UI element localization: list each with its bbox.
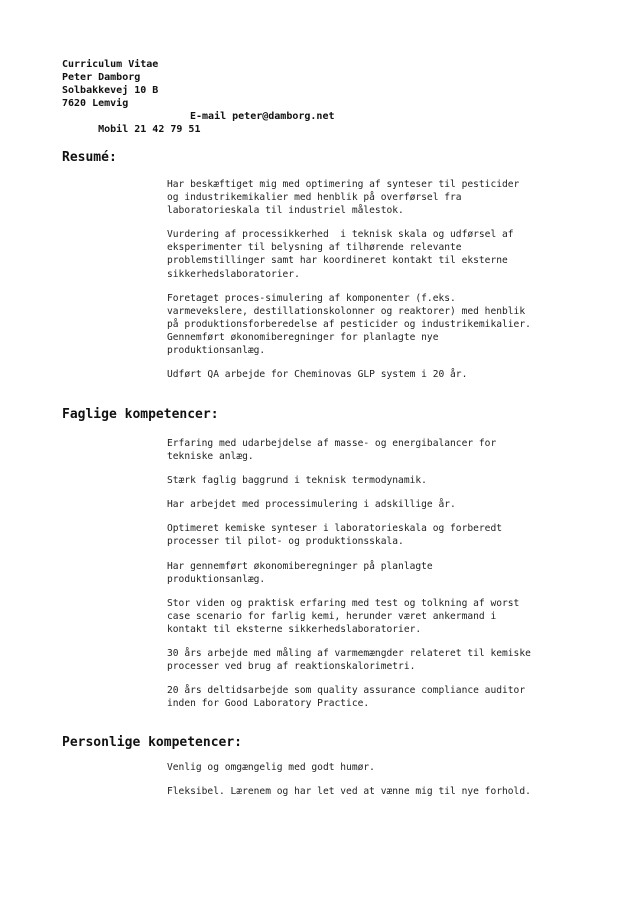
faglige-paragraph: Stærk faglig baggrund i teknisk termodynamik. [167,475,427,487]
section-title-personlige: Personlige kompetencer: [62,735,243,750]
personlige-paragraph: Venlig og omgængelig med godt humør. [167,762,375,773]
street-address: Solbakkevej 10 B [62,85,159,96]
resume-paragraph: Vurdering af processikkerhed i teknisk skala og udførsel af eksperimenter til belysning af tilhørende relevante problemstillinger samt har koordineret kontakt til eksterne sikkerhedslaboratorier. [167,229,514,280]
section-title-resume: Resumé: [62,150,117,165]
email-address: E-mail peter@damborg.net [190,111,335,122]
contact-header [62,58,335,162]
faglige-paragraph: Stor viden og praktisk erfaring med test og tolkning af worst case scenario for farlig kemi, herunder været ankermand i kontakt til eksterne sikkerhedslaboratorier. [167,597,520,635]
resume-paragraph: Udført QA arbejde for Cheminovas GLP system i 20 år. [167,369,468,381]
faglige-paragraph: Har arbejdet med processimulering i adskillige år. [167,499,456,511]
section-personlige [167,761,587,809]
city-address: 7620 Lemvig [62,98,129,109]
faglige-paragraph: Optimeret kemiske synteser i laboratorieskala og forberedt processer til pilot- og produktionsskala. [167,523,503,548]
faglige-paragraph: 20 års deltidsarbejde som quality assurance compliance auditor inden for Good Laboratory Practice. [167,685,526,710]
phone-number: Mobil 21 42 79 51 [98,124,201,135]
section-faglige [167,437,587,721]
faglige-paragraph: Har gennemført økonomiberegninger på planlagte produktionsanlæg. [167,560,433,585]
person-name: Peter Damborg [62,72,141,83]
faglige-paragraph: 30 års arbejde med måling af varmemængder relateret til kemiske processer ved brug af reaktionskalorimetri. [167,648,531,673]
document-title: Curriculum Vitae [62,59,159,70]
resume-paragraph: Har beskæftiget mig med optimering af synteser til pesticider og industrikemikalier med henblik på overførsel fra laboratorieskala til industriel målestok. [167,179,520,217]
section-title-faglige: Faglige kompetencer: [62,407,219,422]
personlige-paragraph: Fleksibel. Lærenem og har let ved at vænne mig til nye forhold. [167,786,531,798]
resume-paragraph: Foretaget proces-simulering af komponenter (f.eks. varmevekslere, destillationskolonner og reaktorer) med henblik på produktionsforberedelse af pesticider og industrikemikalier. Gennemført økonomiberegninger for planlagte nye produktionsanlæg. [167,292,531,357]
section-resume [167,178,587,392]
faglige-paragraph: Erfaring med udarbejdelse af masse- og energibalancer for tekniske anlæg. [167,438,497,463]
